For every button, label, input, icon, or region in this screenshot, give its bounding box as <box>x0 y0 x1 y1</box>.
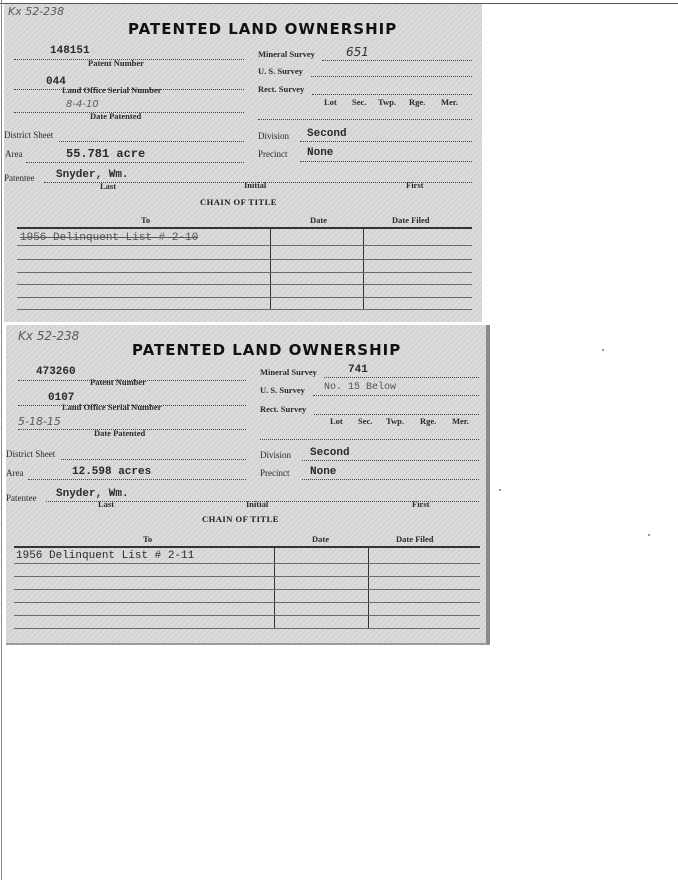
district-sheet-label: District Sheet <box>6 449 56 459</box>
us-survey-value: No. 15 Below <box>324 382 397 393</box>
table-row-line <box>14 576 480 577</box>
patentee-label: Patentee <box>4 173 35 183</box>
rect-col-twp: Twp. <box>386 416 405 426</box>
stray-mark <box>499 489 501 491</box>
division-value: Second <box>307 128 347 140</box>
card-title: PATENTED LAND OWNERSHIP <box>132 341 402 359</box>
column-header-date-filed: Date Filed <box>392 215 430 225</box>
page-left-border <box>1 0 2 880</box>
rect-survey-detail-line <box>260 439 479 440</box>
precinct-line <box>302 479 479 480</box>
rect-col-sec: Sec. <box>358 416 373 426</box>
table-row-line <box>17 284 472 285</box>
rect-col-rge: Rge. <box>420 416 437 426</box>
division-line <box>300 141 472 142</box>
chain-of-title-heading: CHAIN OF TITLE <box>200 197 277 207</box>
mineral-survey-value: 651 <box>346 45 369 59</box>
patentee-last-label: Last <box>98 499 115 509</box>
patentee-initial-label: Initial <box>246 499 269 509</box>
patentee-initial-label: Initial <box>244 180 267 190</box>
table-row-line <box>17 297 472 298</box>
patent-number-label: Patent Number <box>90 377 146 387</box>
land-ownership-card-1 <box>4 4 482 322</box>
handwritten-reference: Kx 52-238 <box>8 5 65 18</box>
column-header-date: Date <box>310 215 327 225</box>
rect-col-sec: Sec. <box>352 97 367 107</box>
mineral-survey-value: 741 <box>348 364 368 376</box>
land-ownership-card-2 <box>6 325 490 645</box>
area-label: Area <box>6 468 24 478</box>
patent-number-label: Patent Number <box>88 58 144 68</box>
precinct-label: Precinct <box>258 149 288 159</box>
rect-survey-label: Rect. Survey <box>260 404 307 414</box>
precinct-line <box>300 161 472 162</box>
table-header-rule <box>17 227 472 229</box>
table-row-line <box>17 259 472 260</box>
table-row-line <box>17 272 472 273</box>
mineral-survey-line <box>324 377 479 378</box>
column-header-to: To <box>141 215 151 225</box>
serial-number-label: Land Office Serial Number <box>62 85 162 95</box>
serial-number-value: 0107 <box>48 392 75 404</box>
patentee-value: Snyder, Wm. <box>56 488 129 500</box>
district-sheet-label: District Sheet <box>4 130 54 140</box>
table-row-line <box>14 563 480 564</box>
patentee-value: Snyder, Wm. <box>56 169 129 181</box>
precinct-value: None <box>310 466 337 478</box>
table-header-rule <box>14 546 480 548</box>
patentee-last-label: Last <box>100 181 117 191</box>
area-label: Area <box>5 149 23 159</box>
card-title: PATENTED LAND OWNERSHIP <box>128 20 398 38</box>
us-survey-line <box>313 395 479 396</box>
patent-number-value: 148151 <box>50 45 90 57</box>
rect-col-twp: Twp. <box>378 97 397 107</box>
mineral-survey-label: Mineral Survey <box>260 367 317 377</box>
area-line <box>26 162 244 163</box>
division-line <box>302 460 479 461</box>
mineral-survey-label: Mineral Survey <box>258 49 315 59</box>
table-divider-date-filed <box>368 548 369 628</box>
table-divider-to-date <box>274 548 275 628</box>
area-value: 55.781 acre <box>66 147 146 161</box>
column-header-date-filed: Date Filed <box>396 534 434 544</box>
handwritten-reference: Kx 52-238 <box>18 329 80 343</box>
patentee-first-label: First <box>412 499 430 509</box>
rect-col-rge: Rge. <box>409 97 426 107</box>
table-row-line <box>14 589 480 590</box>
district-sheet-line <box>59 141 244 142</box>
us-survey-line <box>311 76 472 77</box>
us-survey-label: U. S. Survey <box>260 385 305 395</box>
table-row-line <box>17 245 472 246</box>
date-patented-value: 5-18-15 <box>18 415 61 428</box>
stray-mark <box>602 349 604 351</box>
rect-col-mer: Mer. <box>452 416 469 426</box>
precinct-value: None <box>307 147 334 159</box>
table-row-line <box>17 309 472 310</box>
patent-number-value: 473260 <box>36 366 76 378</box>
column-header-date: Date <box>312 534 329 544</box>
table-row: 1956 Delinquent List # 2-11 <box>16 550 195 562</box>
area-line <box>28 479 246 480</box>
us-survey-label: U. S. Survey <box>258 66 303 76</box>
date-patented-label: Date Patented <box>94 428 146 438</box>
stray-mark <box>648 534 650 536</box>
serial-number-value: 044 <box>46 76 66 88</box>
table-row-line <box>14 628 480 629</box>
serial-number-label: Land Office Serial Number <box>62 402 162 412</box>
rect-col-lot: Lot <box>324 97 337 107</box>
rect-col-mer: Mer. <box>441 97 458 107</box>
patentee-first-label: First <box>406 180 424 190</box>
date-patented-label: Date Patented <box>90 111 142 121</box>
division-label: Division <box>258 131 290 141</box>
chain-of-title-heading: CHAIN OF TITLE <box>202 514 279 524</box>
table-row-line <box>14 615 480 616</box>
date-patented-value: 8-4-10 <box>66 99 99 110</box>
mineral-survey-line <box>322 60 472 61</box>
table-row: 1956 Delinquent List # 2-10 <box>20 232 199 244</box>
rect-col-lot: Lot <box>330 416 343 426</box>
rect-survey-line <box>314 414 479 415</box>
precinct-label: Precinct <box>260 468 290 478</box>
area-value: 12.598 acres <box>72 466 152 478</box>
division-value: Second <box>310 447 350 459</box>
column-header-to: To <box>143 534 153 544</box>
rect-survey-label: Rect. Survey <box>258 84 305 94</box>
rect-survey-line <box>312 94 472 95</box>
division-label: Division <box>260 450 292 460</box>
table-row-line <box>14 602 480 603</box>
patentee-label: Patentee <box>6 493 37 503</box>
district-sheet-line <box>61 459 246 460</box>
rect-survey-detail-line <box>258 119 472 120</box>
